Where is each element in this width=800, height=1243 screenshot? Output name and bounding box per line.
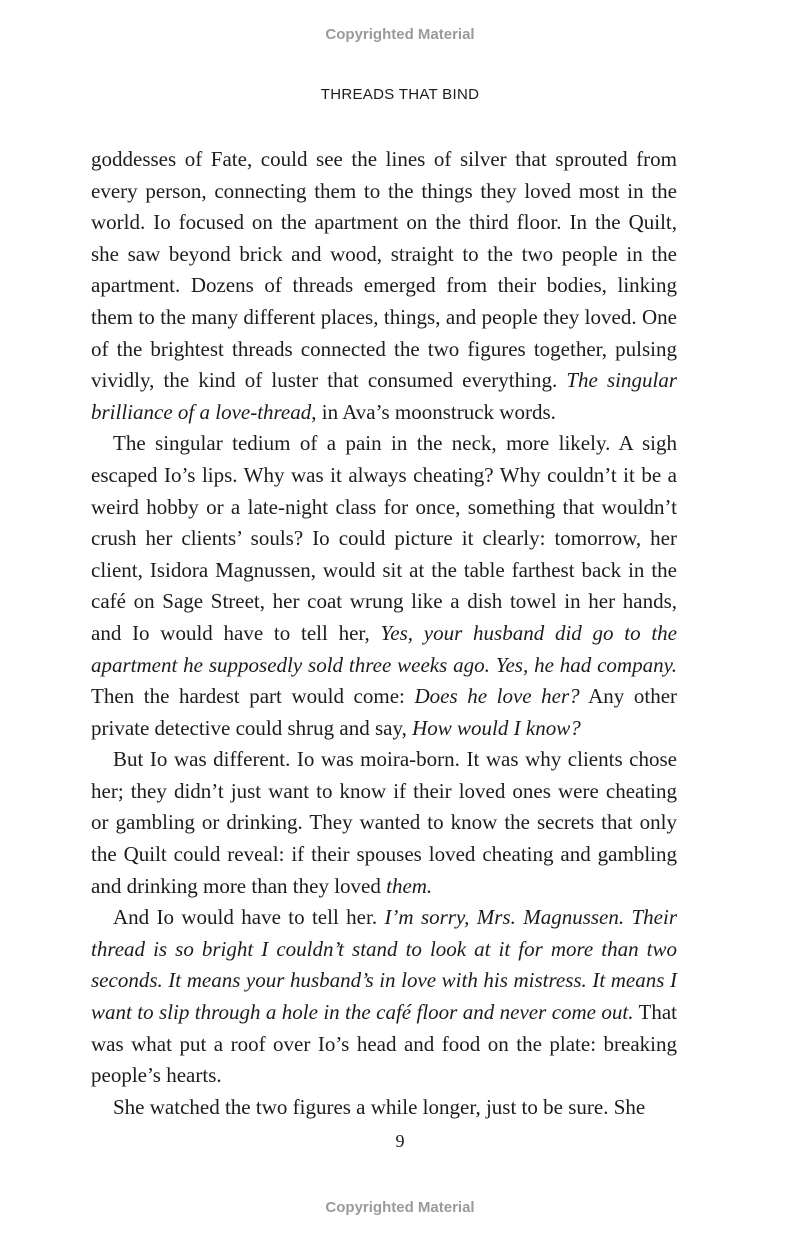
text-run: Any other private detective could shrug and say, bbox=[91, 684, 678, 740]
copyright-watermark-top: Copyrighted Material bbox=[325, 26, 475, 43]
italic-run: them. bbox=[386, 873, 433, 898]
paragraph bbox=[91, 744, 677, 902]
paragraph bbox=[91, 144, 677, 428]
text-run: She watched the two figures a while longer, just to be sure. She bbox=[113, 1094, 646, 1119]
body-text bbox=[91, 144, 677, 1123]
text-run: That was what put a roof over Io’s head and food on the plate: breaking people’s hearts. bbox=[91, 1000, 678, 1088]
text-run: Then the hardest part would come: bbox=[91, 684, 415, 709]
italic-run: Yes, your husband did go to the apartment he supposedly sold three weeks ago. Yes, he had company. bbox=[91, 620, 677, 677]
text-run: And Io would have to tell her. bbox=[113, 905, 385, 930]
text-run: The singular tedium of a pain in the neck, more likely. A sigh escaped Io’s lips. Why was it always cheating? Why couldn’t it be a weird hobby or a late-night class for once, something that wouldn’t crush her clients’ souls? Io could picture it clearly: tomorrow, her client, Isidora Magnussen, would sit at the table farthest back in the café on Sage Street, her coat wrung like a dish towel in her hands, and Io would have to tell her, bbox=[91, 431, 677, 645]
paragraph bbox=[91, 1092, 677, 1124]
text-run: goddesses of Fate, could see the lines of silver that sprouted from every person, connecting them to the things they loved most in the world. Io focused on the apartment on the third floor. In the Quilt, she saw beyond brick and wood, straight to the two people in the apartment. Dozens of threads emerged from their bodies, linking them to the many different places, things, and people they loved. One of the brightest threads connected the two figures together, pulsing vividly, the kind of luster that consumed everything. bbox=[91, 147, 677, 393]
page-number: 9 bbox=[395, 1131, 405, 1151]
paragraph bbox=[91, 902, 677, 1092]
italic-run: I’m sorry, Mrs. Magnussen. Their thread is so bright I couldn’t stand to look at it for more than two seconds. It means your husband’s in love with his mistress. It means I want to slip through a hole in the café floor and never come out. bbox=[91, 905, 677, 1025]
copyright-watermark-bottom: Copyrighted Material bbox=[325, 1199, 475, 1216]
text-run: , in Ava’s moonstruck words. bbox=[311, 399, 556, 424]
italic-run: How would I know? bbox=[412, 715, 581, 740]
italic-run: Does he love her? bbox=[414, 684, 580, 709]
italic-run: The singular brilliance of a love-thread bbox=[91, 368, 677, 424]
running-head: THREADS THAT BIND bbox=[320, 86, 480, 103]
text-run: But Io was different. Io was moira-born. It was why clients chose her; they didn’t just want to know if their loved ones were cheating or gambling or drinking. They wanted to know the secrets that only the Quilt could reveal: if their spouses loved cheating and gambling and drinking more than they loved bbox=[91, 747, 677, 898]
paragraph bbox=[91, 428, 677, 744]
